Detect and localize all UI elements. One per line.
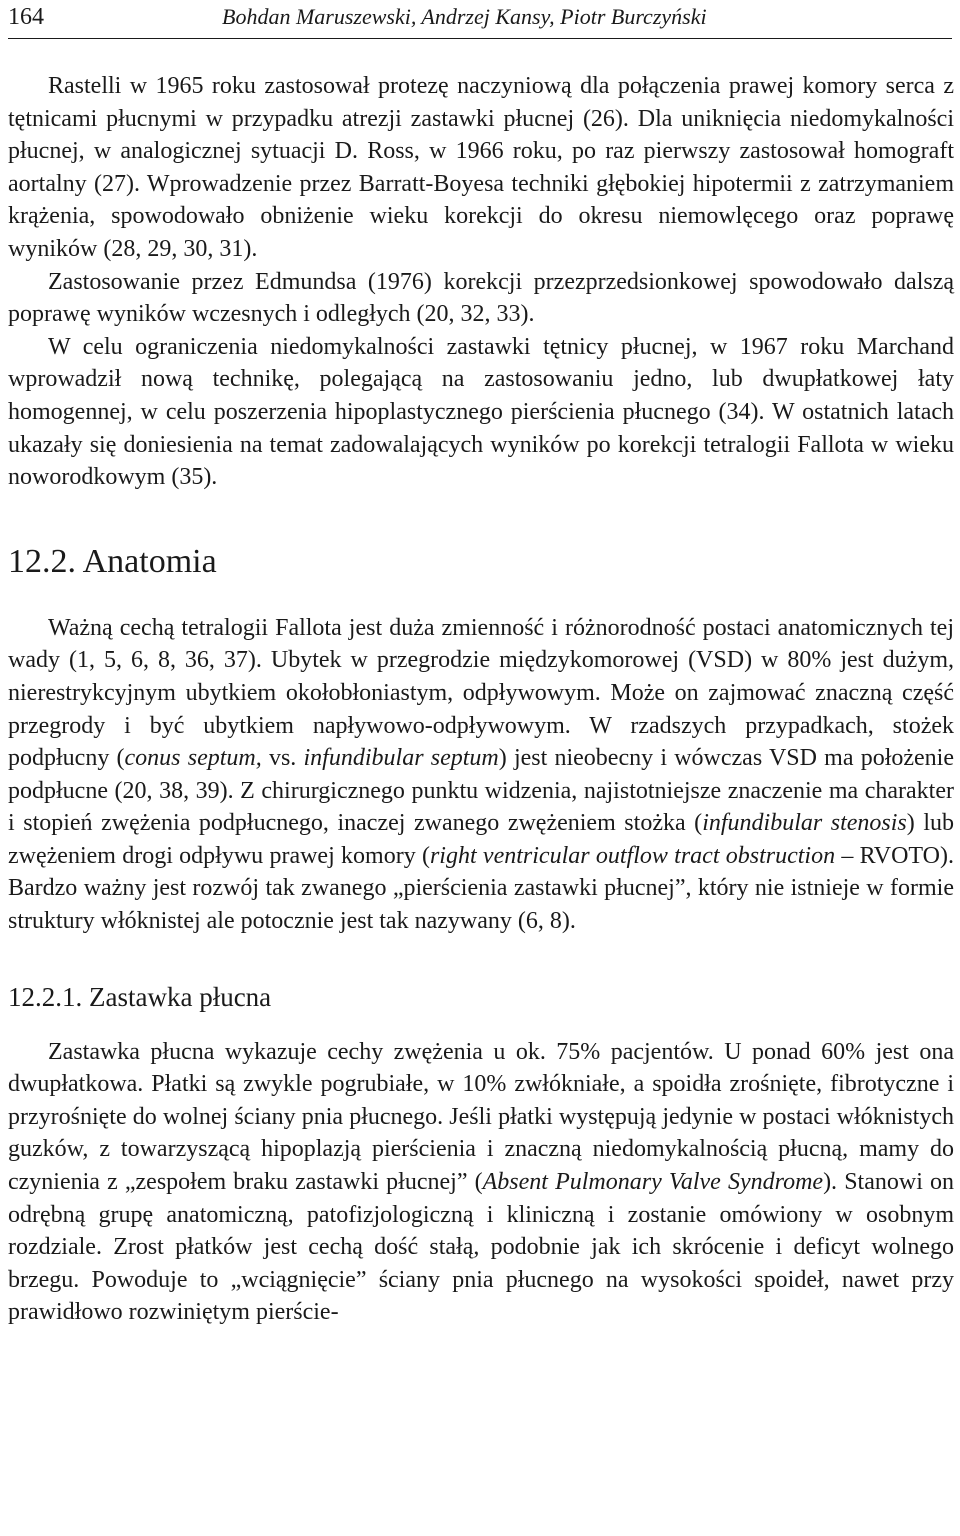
page-number: 164: [8, 4, 44, 30]
italic-term: Absent Pulmonary Valve Syndrome: [482, 1169, 824, 1196]
subsection-heading-zastawka-plucna: 12.2.1. Zastawka płucna: [8, 981, 272, 1012]
paragraph-history-3: W celu ograniczenia niedomykalności zastawki tętnicy płucnej, w 1967 roku Marchand wprowadził nową technikę, polegającą na zastosowaniu jedno, lub dwupłatkowej łaty homogennej, w celu poszerzenia hipoplastycznego pierścienia płucnego (34). W ostatnich latach ukazały się doniesienia na temat zadowalających wyników po korekcji tetralogii Fallota w wieku noworodkowym (35).: [8, 333, 954, 491]
italic-term: right ventricular outflow tract obstruction: [429, 842, 836, 869]
paragraph-history-2: Zastosowanie przez Edmundsa (1976) korekcji przezprzedsionkowej spowodowało dalszą poprawę wyników wczesnych i odległych (20, 32, 33).: [8, 268, 954, 328]
paragraph-history-1: Rastelli w 1965 roku zastosował protezę naczyniową dla połączenia prawej komory serca z tętnicami płucnymi w przypadku atrezji zastawki płucnej (26). Dla uniknięcia niedomykalności płucnej, w analogicznej sytuacji D. Ross, w 1966 roku, po raz pierwszy zastosował homograft aortalny (27). Wprowadzenie przez Barratt-Boyesa techniki głębokiej hipotermii z zatrzymaniem krążenia, spowodowało obniżenie wieku korekcji do okresu niemowlęcego oraz poprawę wyników (28, 29, 30, 31).: [8, 73, 954, 262]
text-run: Ważną cechą tetralogii Fallota jest duża zmienność i różnorodność postaci anatomicznych tej wady (1, 5, 6, 8, 36, 37). Ubytek w przegrodzie międzykomorowej (VSD) w 80% jest dużym, nierestrykcyjnym ubytkiem okołobłoniastym, odpływowym. Może on zajmować znaczną część przegrody i być ubytkiem napływowo-odpływowym. W rzadszych przypadkach, stożek podpłucny (: [8, 614, 954, 772]
header-rule: [8, 38, 952, 39]
text-run: ) jest nieobecny i wówczas VSD ma położenie podpłucne (20, 38, 39). Z chirurgicznego punktu widzenia, najistotniejsze znaczenie ma charakter i stopień zwężenia podpłucnego, inaczej zwanego zwężeniem stożka (: [8, 745, 955, 837]
italic-term: infundibular septum: [303, 745, 499, 772]
text-run: Zastawka płucna wykazuje cechy zwężenia u ok. 75% pacjentów. U ponad 60% jest ona dwupłatkowa. Płatki są zwykle pogrubiałe, w 10% zwłókniałe, a spoidła zrośnięte, fibrotyczne i przyrośnięte do wolnej ściany pnia płucnego. Jeśli płatki występują jedynie w postaci włóknistych guzków, z towarzyszącą hipoplazją pierścienia i znaczną niedomykalnością płucną, mamy do czynienia z „zespołem braku zastawki płucnej” (: [8, 1038, 954, 1196]
paragraph-anatomia: [8, 612, 954, 938]
text-run: vs.: [261, 745, 304, 772]
text-run: ) lub zwężeniem drogi odpływu prawej komory (: [8, 810, 955, 869]
running-head: Bohdan Maruszewski, Andrzej Kansy, Piotr Burczyński: [222, 4, 707, 29]
italic-term: infundibular stenosis: [702, 810, 907, 837]
paragraph-zastawka-plucna: [8, 1036, 954, 1329]
text-run: ). Stanowi on odrębną grupę anatomiczną, patofizjologiczną i kliniczną i zostanie omówiony w osobnym rozdziale. Zrost płatków jest cechą dość stałą, podobnie jak ich skrócenie i deficyt wolnego brzegu. Powoduje to „wciągnięcie” ściany pnia płucnego na wysokości spoideł, nawet przy prawidłowo rozwiniętym pierście-: [8, 1169, 954, 1326]
italic-term: conus septum,: [124, 745, 262, 772]
page-header: [0, 0, 960, 40]
text-run: – RVOTO). Bardzo ważny jest rozwój tak zwanego „pierścienia zastawki płucnej”, który nie istnieje w formie struktury włóknistej ale potocznie jest tak nazywany (6, 8).: [8, 842, 954, 935]
section-heading-anatomia: 12.2. Anatomia: [8, 542, 217, 580]
page-body: [8, 70, 954, 1329]
